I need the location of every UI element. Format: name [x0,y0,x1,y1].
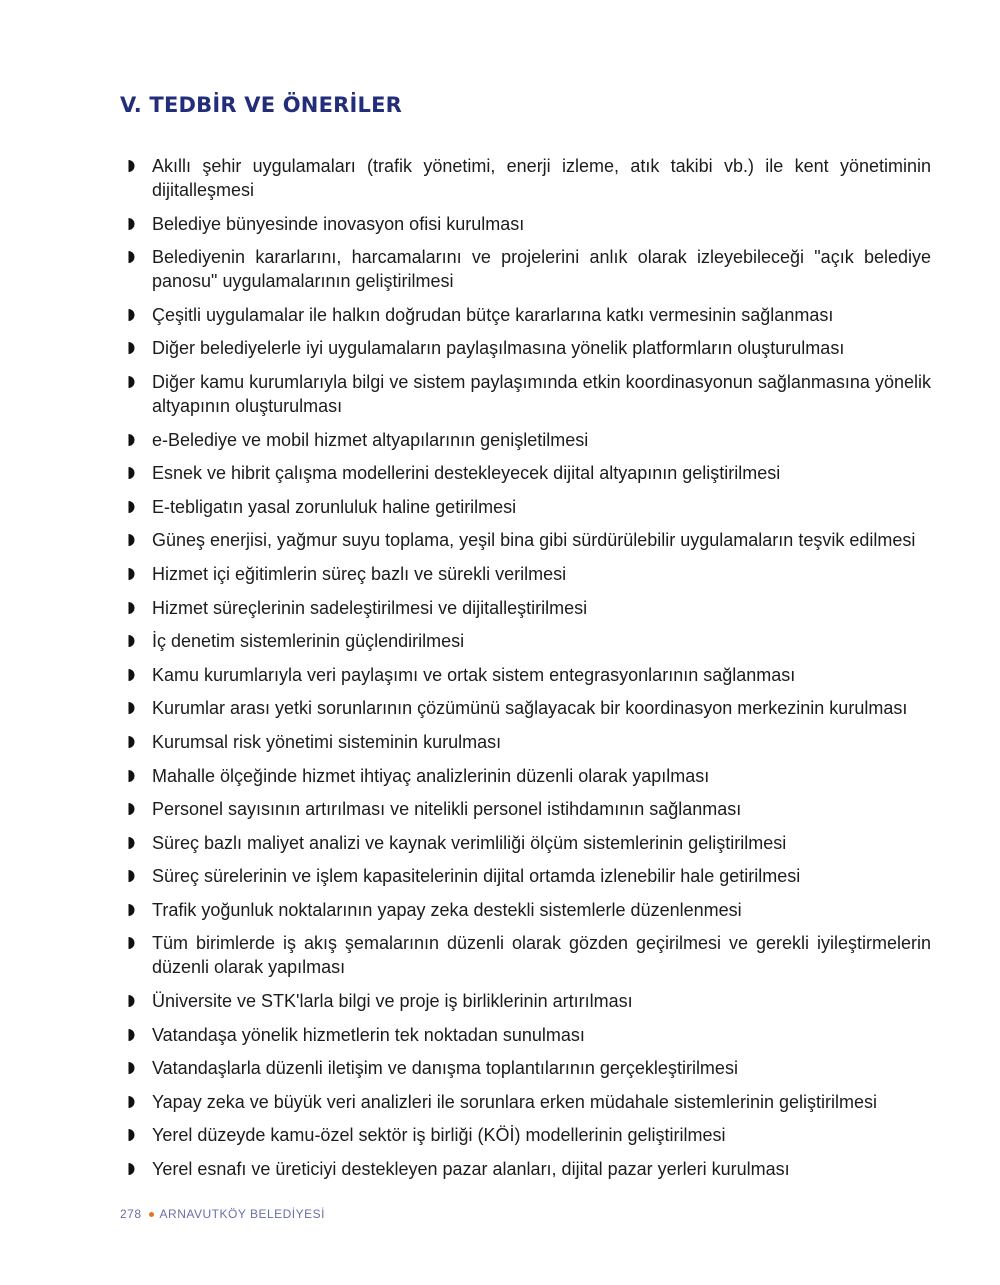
bullet-icon [128,428,152,446]
list-item-text: Kurumlar arası yetki sorunlarının çözümünü sağlayacak bir koordinasyon merkezinin kurulması [152,698,908,719]
publisher-name: ARNAVUTKÖY BELEDİYESİ [159,1207,325,1221]
recommendations-list [128,154,931,1191]
page-footer [120,1207,325,1221]
list-item [128,495,931,519]
page-number: 278 [120,1207,142,1221]
list-item-text: e-Belediye ve mobil hizmet altyapılarının genişletilmesi [152,429,589,450]
bullet-icon [128,245,152,263]
list-item [128,428,931,452]
list-item-text: Belediye bünyesinde inovasyon ofisi kurulması [152,213,525,234]
list-item [128,562,931,586]
bullet-icon [128,629,152,647]
list-item [128,596,931,620]
list-item-text: Tüm birimlerde iş akış şemalarının düzenli olarak gözden geçirilmesi ve gerekli iyileştirmelerin düzenli olarak yapılması [152,933,931,978]
bullet-icon [128,370,152,388]
bullet-icon [128,989,152,1007]
list-item [128,370,931,418]
list-item-text: Süreç sürelerinin ve işlem kapasitelerinin dijital ortamda izlenebilir hale getirilmesi [152,866,801,887]
list-item-text: Yerel düzeyde kamu-özel sektör iş birliği (KÖİ) modellerinin geliştirilmesi [152,1125,726,1146]
section-title: V. TEDBİR VE ÖNERİLER [120,93,402,117]
list-item [128,336,931,360]
bullet-icon [128,1056,152,1074]
list-item [128,154,931,202]
list-item-text: Kamu kurumlarıyla veri paylaşımı ve ortak sistem entegrasyonlarının sağlanması [152,664,796,685]
list-item [128,1056,931,1080]
bullet-icon [128,831,152,849]
list-item [128,864,931,888]
list-item [128,764,931,788]
bullet-icon [128,663,152,681]
bullet-icon [128,931,152,949]
list-item-text: Yapay zeka ve büyük veri analizleri ile sorunlara erken müdahale sistemlerinin geliştirilmesi [152,1091,877,1112]
list-item-text: Hizmet süreçlerinin sadeleştirilmesi ve dijitalleştirilmesi [152,597,588,618]
bullet-icon [128,1023,152,1041]
bullet-icon [128,528,152,546]
list-item-text: E-tebligatın yasal zorunluluk haline getirilmesi [152,496,517,517]
list-item [128,461,931,485]
bullet-icon [128,1157,152,1175]
list-item-text: Diğer belediyelerle iyi uygulamaların paylaşılmasına yönelik platformların oluşturulması [152,338,845,359]
list-item-text: Akıllı şehir uygulamaları (trafik yönetimi, enerji izleme, atık takibi vb.) ile kent yönetiminin dijitalleşmesi [152,156,931,200]
list-item [128,1023,931,1047]
bullet-icon [128,864,152,882]
list-item [128,245,931,293]
list-item [128,212,931,236]
list-item-text: İç denetim sistemlerinin güçlendirilmesi [152,631,465,652]
list-item-text: Yerel esnafı ve üreticiyi destekleyen pazar alanları, dijital pazar yerleri kurulması [152,1159,790,1180]
bullet-icon [128,696,152,714]
list-item-text: Çeşitli uygulamalar ile halkın doğrudan bütçe kararlarına katkı vermesinin sağlanması [152,304,834,325]
list-item [128,797,931,821]
list-item-text: Vatandaşlarla düzenli iletişim ve danışma toplantılarının gerçekleştirilmesi [152,1058,738,1079]
list-item-text: Hizmet içi eğitimlerin süreç bazlı ve sürekli verilmesi [152,563,567,584]
list-item-text: Üniversite ve STK'larla bilgi ve proje iş birliklerinin artırılması [152,991,633,1012]
bullet-icon [128,212,152,230]
list-item-text: Trafik yoğunluk noktalarının yapay zeka destekli sistemlerle düzenlenmesi [152,899,742,920]
bullet-icon [128,898,152,916]
bullet-icon [128,461,152,479]
list-item-text: Mahalle ölçeğinde hizmet ihtiyaç analizlerinin düzenli olarak yapılması [152,765,710,786]
list-item [128,989,931,1013]
bullet-icon [128,303,152,321]
bullet-icon [128,1123,152,1141]
bullet-icon [128,764,152,782]
list-item-text: Diğer kamu kurumlarıyla bilgi ve sistem paylaşımında etkin koordinasyonun sağlanmasına yönelik altyapının oluşturulması [152,371,931,416]
list-item [128,663,931,687]
list-item [128,303,931,327]
list-item [128,1123,931,1147]
list-item-text: Belediyenin kararlarını, harcamalarını ve projelerini anlık olarak izleyebileceği "açık belediye panosu" uygulamalarının geliştirilmesi [152,247,931,292]
list-item [128,898,931,922]
list-item [128,730,931,754]
list-item-text: Güneş enerjisi, yağmur suyu toplama, yeşil bina gibi sürdürülebilir uygulamaların teşvik edilmesi [152,530,916,551]
list-item-text: Kurumsal risk yönetimi sisteminin kurulması [152,731,502,752]
bullet-icon [128,730,152,748]
bullet-icon [128,797,152,815]
bullet-icon [128,495,152,513]
list-item [128,831,931,855]
list-item-text: Esnek ve hibrit çalışma modellerini destekleyecek dijital altyapının geliştirilmesi [152,463,781,484]
bullet-icon [128,336,152,354]
bullet-icon [128,596,152,614]
bullet-icon [128,154,152,172]
list-item-text: Süreç bazlı maliyet analizi ve kaynak verimliliği ölçüm sistemlerinin geliştirilmesi [152,832,787,853]
orange-dot-icon [149,1212,154,1217]
bullet-icon [128,1090,152,1108]
list-item [128,629,931,653]
list-item [128,528,931,552]
list-item [128,931,931,979]
list-item [128,696,931,720]
list-item [128,1090,931,1114]
list-item-text: Personel sayısının artırılması ve nitelikli personel istihdamının sağlanması [152,799,742,820]
list-item [128,1157,931,1181]
list-item-text: Vatandaşa yönelik hizmetlerin tek noktadan sunulması [152,1024,585,1045]
bullet-icon [128,562,152,580]
